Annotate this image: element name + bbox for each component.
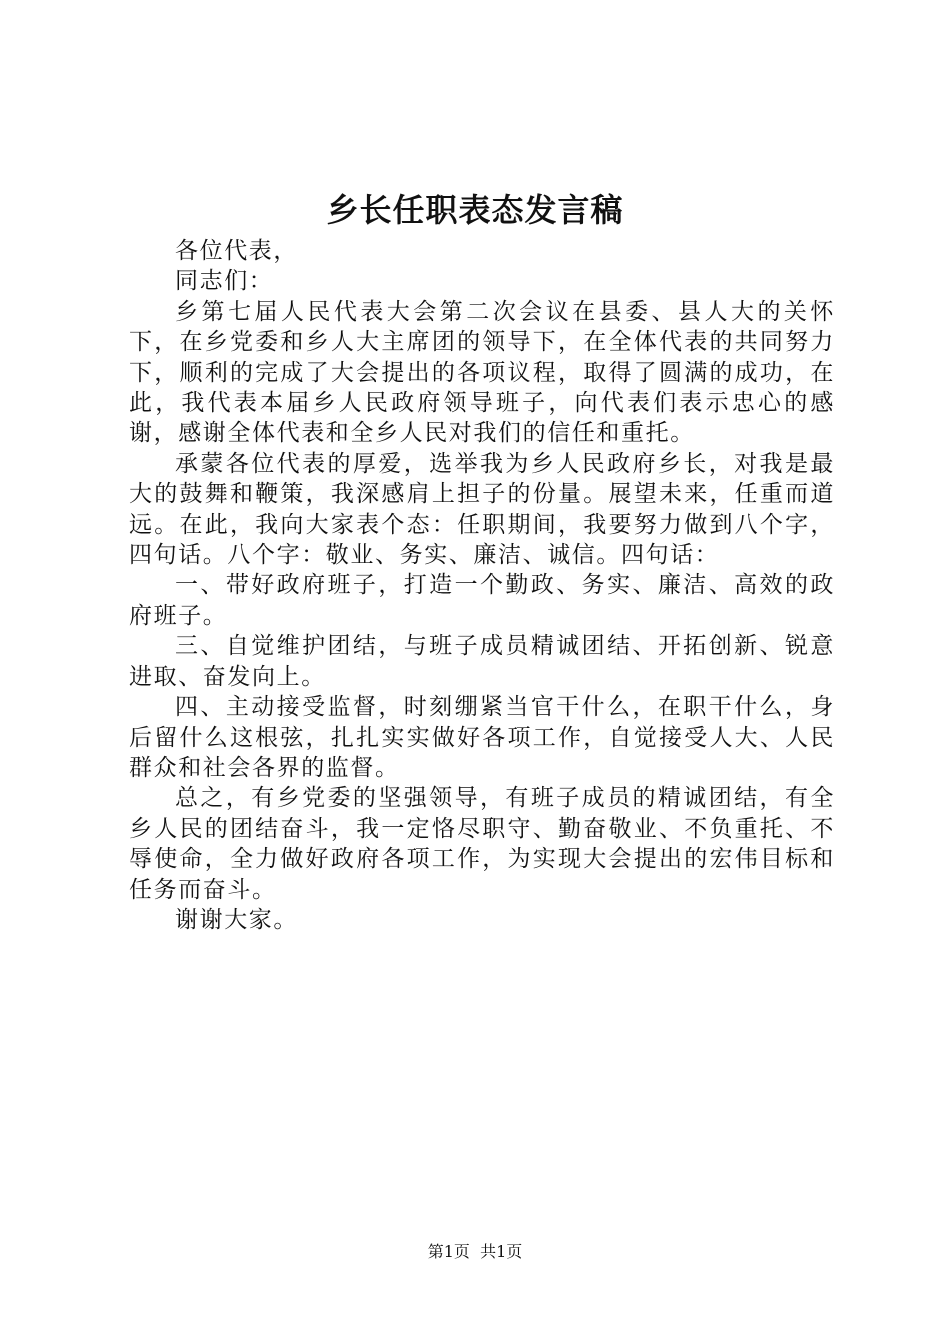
page-number: 第1页 (427, 1242, 470, 1261)
document-title: 乡长任职表态发言稿 (326, 191, 624, 229)
footer-spacer (470, 1242, 480, 1261)
paragraph-opening: 乡第七届人民代表大会第二次会议在县委、县人大的关怀下，在乡党委和乡人大主席团的领导下，在全体代表的共同努力下，顺利的完成了大会提出的各项议程，取得了圆满的成功，在此，我代表本届乡人民政府领导班子，向代表们表示忠心的感谢，感谢全体代表和全乡人民对我们的信任和重托。 (129, 298, 835, 447)
salutation-delegates: 各位代表， (175, 238, 298, 264)
paragraph-point-three: 三、自觉维护团结，与班子成员精诚团结、开拓创新、锐意进取、奋发向上。 (129, 633, 835, 690)
salutation-comrades: 同志们： (175, 268, 274, 295)
page-footer (0, 1240, 950, 1264)
paragraph-point-one: 一、带好政府班子，打造一个勤政、务实、廉洁、高效的政府班子。 (129, 572, 835, 629)
page-total: 共1页 (480, 1242, 523, 1261)
paragraph-conclusion: 总之，有乡党委的坚强领导，有班子成员的精诚团结，有全乡人民的团结奋斗，我一定恪尽职守、勤奋敬业、不负重托、不辱使命，全力做好政府各项工作，为实现大会提出的宏伟目标和任务而奋斗。 (129, 785, 835, 903)
paragraph-pledge: 承蒙各位代表的厚爱，选举我为乡人民政府乡长，对我是最大的鼓舞和鞭策，我深感肩上担子的份量。展望未来，任重而道远。在此，我向大家表个态：任职期间，我要努力做到八个字，四句话。八个字：敬业、务实、廉洁、诚信。四句话： (129, 450, 835, 569)
paragraph-point-four: 四、主动接受监督，时刻绷紧当官干什么，在职干什么，身后留什么这根弦，扎扎实实做好各项工作，自觉接受人大、人民群众和社会各界的监督。 (129, 694, 835, 781)
paragraph-thanks: 谢谢大家。 (175, 906, 298, 933)
document-body (129, 236, 835, 935)
